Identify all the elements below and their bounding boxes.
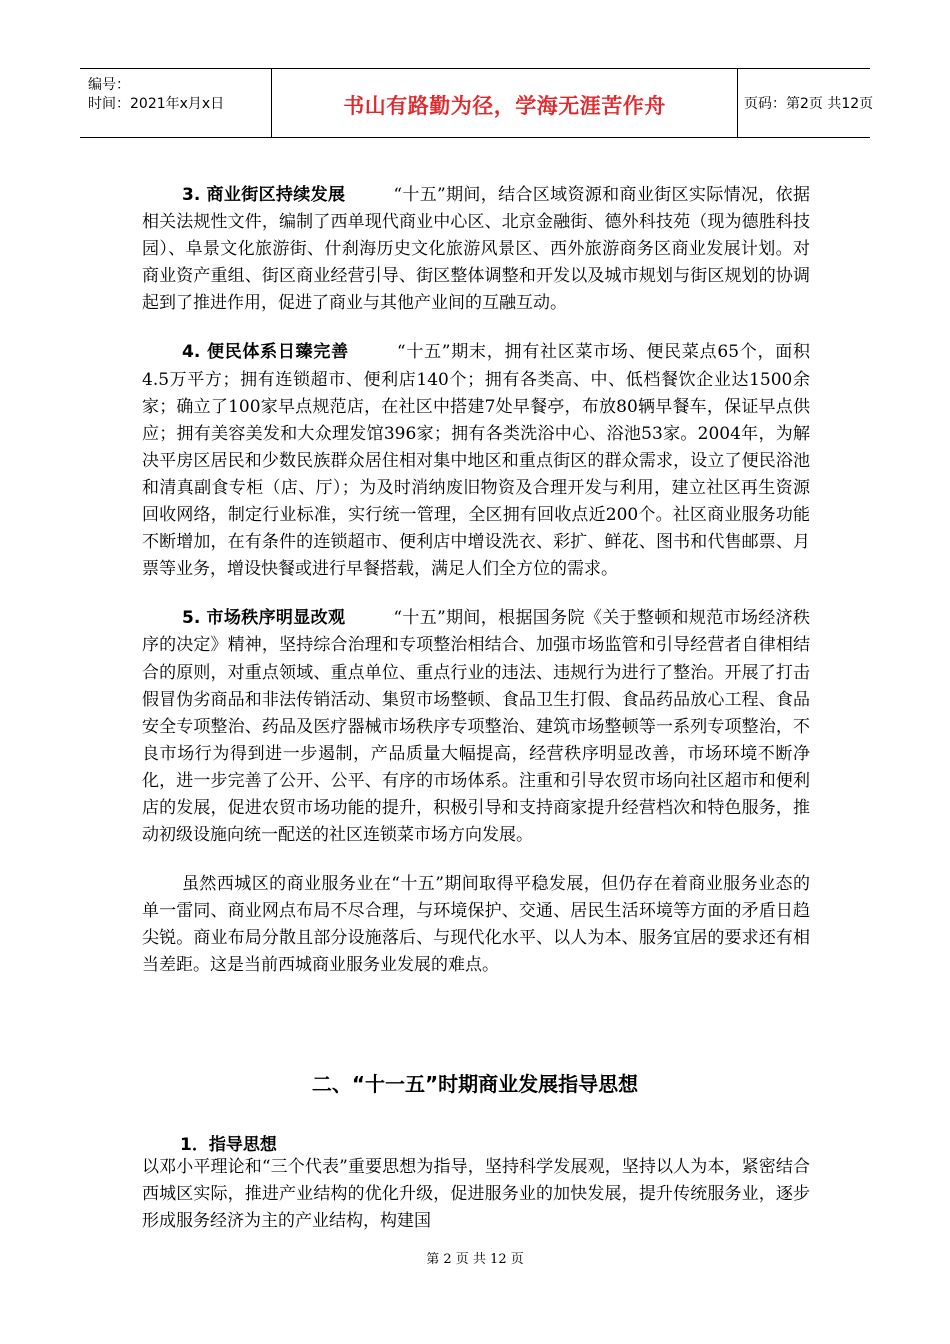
page-number-label: 页码：第2页 共12页 [744,96,874,112]
motto: 书山有路勤为径，学海无涯苦作舟 [343,94,666,118]
document-number: 编号： [88,77,130,93]
summary-paragraph: 虽然西城区的商业服务业在“十五”期间取得平稳发展，但仍存在着商业服务业态的单一雷同、商业网点布局不尽合理，与环境保护、交通、居民生活环境等方面的矛盾日趋尖锐。商业布局分散且部分设施落后、与现代化水平、以人为本、服务宜居的要求还有相当差距。这是当前西城商业服务业发展的难点。 [142,874,810,976]
section-paragraph [142,605,810,849]
document-time: 时间：2021年x月x日 [88,96,225,112]
header-page-cell [738,69,874,137]
page-header [80,68,874,138]
header-motto-cell [272,69,738,137]
section-body: “十五”期间，根据国务院《关于整顿和规范市场经济秩序的决定》精神，坚持综合治理和专项整治相结合、加强市场监管和引导经营者自律相结合的原则，对重点领域、重点单位、重点行业的违法、违规行为进行了整治。开展了打击假冒伪劣商品和非法传销活动、集贸市场整顿、食品卫生打假、食品药品放心工程、食品安全专项整治、药品及医疗器械市场秩序专项整治、建筑市场整顿等一系列专项整治，不良市场行为得到进一步遏制，产品质量大幅提高，经营秩序明显改善，市场环境不断净化，进一步完善了公开、公平、有序的市场体系。注重和引导农贸市场向社区超市和便利店的发展，促进农贸市场功能的提升，积极引导和支持商家提升经营档次和特色服务，推动初级设施向统一配送的社区连锁菜市场方向发展。 [142,608,810,846]
page-footer: 第 2 页 共 12 页 [426,1252,524,1267]
section-paragraph [142,339,810,583]
section-body: “十五”期末，拥有社区菜市场、便民菜点65个，面积4.5万平方；拥有连锁超市、便利店140个；拥有各类高、中、低档餐饮企业达1500余家；确立了100家早点规范店，在社区中搭建7处早餐亭，布放80辆早餐车，保证早点供应；拥有美容美发和大众理发馆396家；拥有各类洗浴中心、浴池53家。2004年，为解决平房区居民和少数民族群众居住相对集中地区和重点街区的群众需求，设立了便民浴池和清真副食专柜（店、厅）；为及时消纳废旧物资及合理开发与利用，建立社区再生资源回收网络，制定行业标准，实行统一管理，全区拥有回收点近200个。社区商业服务功能不断增加，在有条件的连锁超市、便利店中增设洗衣、彩扩、鲜花、图书和代售邮票、月票等业务，增设快餐或进行早餐搭载，满足人们全方位的需求。 [142,342,810,580]
header-meta-cell [80,69,272,137]
section-heading: 4. 便民体系日臻完善 [182,342,349,363]
subsection-body-container [142,1154,810,1235]
chapter-title: 二、“十一五”时期商业发展指导思想 [311,1072,639,1096]
subsection-title: 1．指导思想 [180,1135,277,1155]
subsection-body: 以邓小平理论和“三个代表”重要思想为指导，坚持科学发展观，坚持以人为本，紧密结合西城区实际，推进产业结构的优化升级，促进服务业的加快发展，提升传统服务业，逐步形成服务经济为主的产业结构，构建国 [142,1157,810,1232]
section-heading: 3. 商业街区持续发展 [182,185,346,205]
section-paragraph [142,182,810,317]
main-content [142,182,810,980]
section-body: “十五”期间，结合区域资源和商业街区实际情况，依据相关法规性文件，编制了西单现代商业中心区、北京金融街、德外科技苑（现为德胜科技园）、阜景文化旅游街、什刹海历史文化旅游风景区、西外旅游商务区商业发展计划。对商业资产重组、街区商业经营引导、街区整体调整和开发以及城市规划与街区规划的协调起到了推进作用，促进了商业与其他产业间的互融互动。 [142,185,810,314]
section-heading: 5. 市场秩序明显改观 [182,608,346,629]
